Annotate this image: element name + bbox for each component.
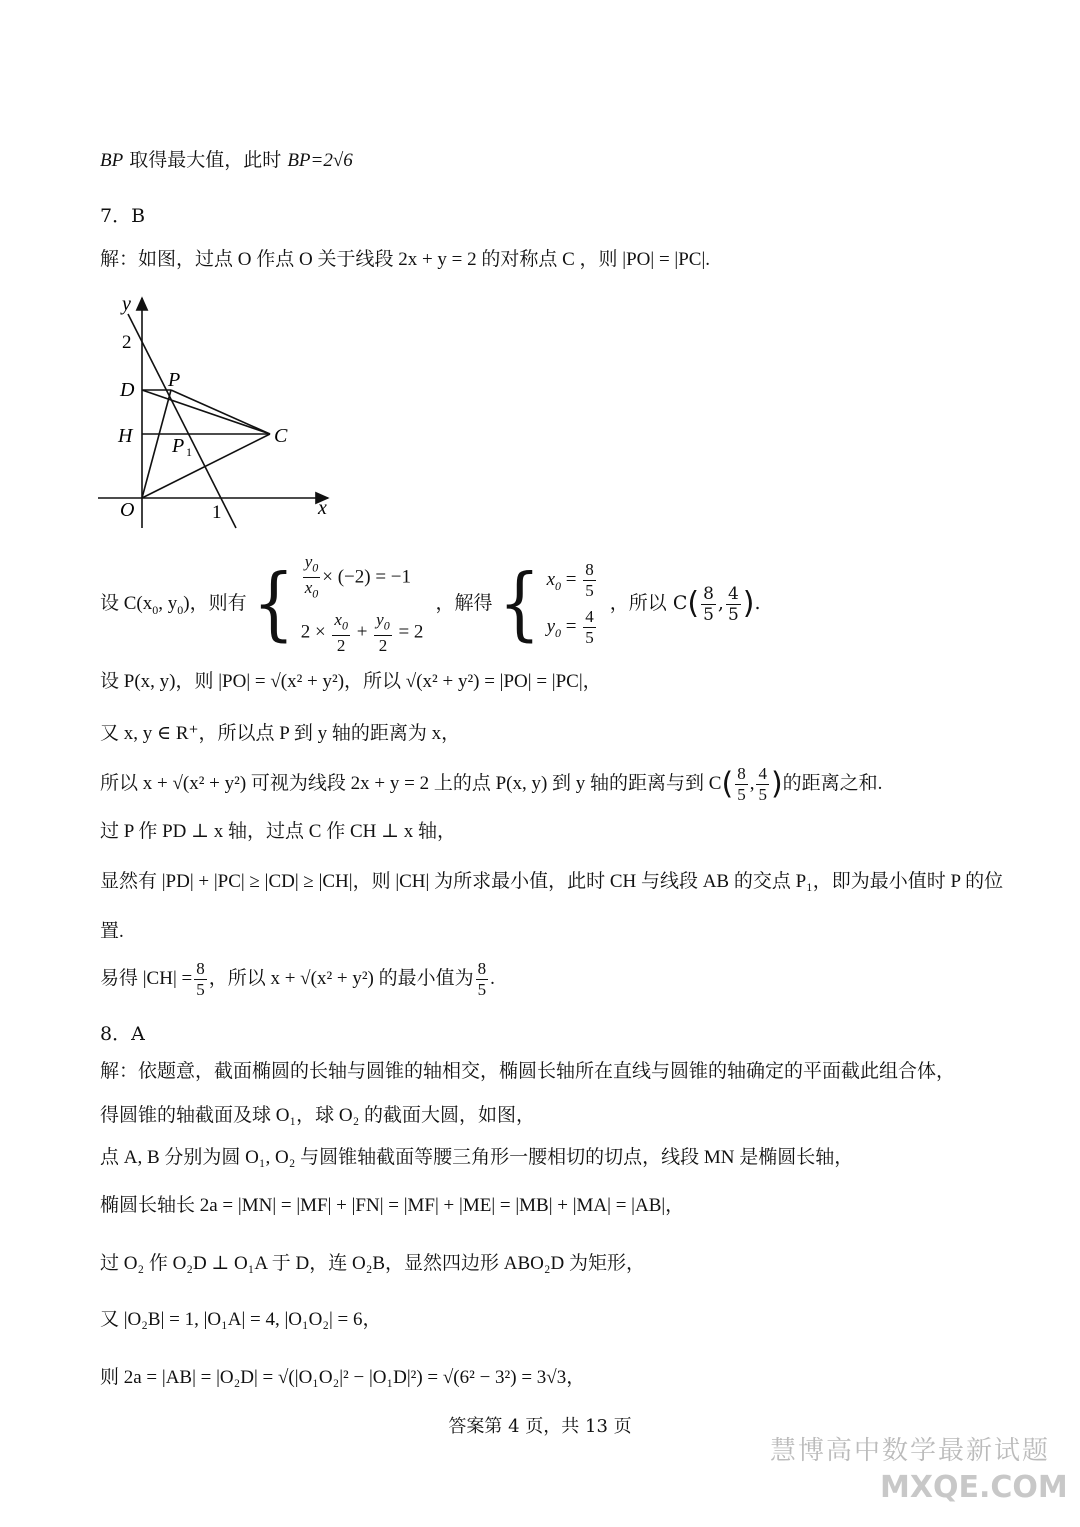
eq2: = 2 [398,621,424,643]
geometry-figure [96,292,336,532]
label-one: 1 [212,502,222,523]
obvious-line: 显然有 |PD| + |PC| ≥ |CD| ≥ |CH|，则 |CH| 为所求最小值，此时 CH 与线段 AB 的交点 P₁，即为最小值时 P 的位 [100,871,1004,892]
line-2x-plus-y-eq-2 [128,314,236,528]
label-P1-sub: 1 [186,445,192,459]
label-H: H [118,425,133,447]
label-two: 2 [122,332,132,353]
bp-text: 取得最大值，此时 [123,149,288,171]
perp-line: 过 P 作 PD ⊥ x 轴，过点 C 作 CH ⊥ x 轴， [100,821,456,842]
easy-line: 易得 |CH| = $\frac{8}{5}$ ，所以 x + √(x² + y²) 的最小值为 $\frac{8}{5}$ . [100,959,495,1000]
easy-prefix: 易得 |CH| = [100,968,193,989]
so-view-end: 的距离之和. [782,773,883,794]
position-line: 置. [100,921,124,942]
q8-line-5: 过 O₂ 作 O₂D ⊥ O₁A 于 D，连 O₂B，显然四边形 ABO₂D 为矩形， [100,1253,645,1274]
question-8-answer: 8．A [100,1023,145,1045]
segment-O-C [142,434,270,498]
y0-num: 4 [585,607,594,627]
solution-system: $x_0$ = $\frac{8}{5}$ $y_0$ = $\frac{4}{5}$ [546,560,594,648]
q8-line-7: 则 2a = |AB| = |O₂D| = √(|O₁O₂|² − |O₁D|²) = √(6² − 3²) = 3√3， [100,1367,586,1388]
label-x: x [318,497,327,519]
eq1: × (−2) = −1 [322,566,411,588]
label-D: D [120,379,135,401]
easy-mid: ，所以 x + √(x² + y²) 的最小值为 [208,968,474,989]
x0-num: 8 [585,560,594,580]
q8-line-2: 得圆锥的轴截面及球 O₁，球 O₂ 的截面大圆，如图， [100,1105,535,1126]
question-7-solution: 解：如图，过点 O 作点 O 关于线段 2x + y = 2 的对称点 C ，则 |PO| = |PC|. [100,249,711,270]
set-c-mid: , y [158,593,178,615]
also-line: 又 x, y ∈ R⁺，所以点 P 到 y 轴的距离为 x， [100,723,461,744]
set-p-line: 设 P(x, y)，则 |PO| = √(x² + y²)，所以 √(x² + y²) = |PO| = |PC|， [100,671,602,692]
line-bp-max [100,146,353,175]
label-y: y [122,293,131,315]
segment-O-P [142,390,171,498]
bp-equation: BP=2√6 [287,150,353,171]
system-brace-2: { [498,557,541,650]
label-C: C [274,425,288,447]
page-footer: 答案第 4 页，共 13 页 [448,1416,632,1437]
so-c-text: ，所以 C [609,592,688,615]
question-7-answer: 7．B [100,205,146,227]
set-c-prefix: 设 C(x [100,593,153,615]
system-brace-1: { [252,557,295,650]
set-c-end: )，则有 [183,593,247,615]
equation-system-1: $\frac{y_0}{x_0}$ × (−2) = −1 2 × $\frac{x_0}{2}$ + $\frac{y_0}{2}$ = 2 [300,552,424,656]
y0-den: 5 [585,628,594,648]
label-O: O [120,499,135,521]
set-c-line: 设 $C(x_0$, $y_0$)，则有 { $\frac{y_0}{x_0}$ × (−2) = −1 2 × $\frac{x_0}{2}$ + $\frac{y_0}{2}$ = 2 ，解得 { $x_0$ = $\frac{8}{5}$ $y_0$ = $\frac{4}{5}$ ，所以 C( $\frac{8}{5}$ , $\frac{4}{5}$ ). [100,552,761,656]
so-view-text: 所以 x + √(x² + y²) 可视为线段 2x + y = 2 上的点 P(x, y) 到 y 轴的距离与到 C [100,773,722,794]
so-view-line: 所以 x + √(x² + y²) 可视为线段 2x + y = 2 上的点 P(x, y) 到 y 轴的距离与到 C( $\frac{8}{5}$ , $\frac{4}{5}$ )的距离之和. [100,764,883,805]
q8-line-4: 椭圆长轴长 2a = |MN| = |MF| + |FN| = |MF| + |ME| = |MB| + |MA| = |AB|， [100,1195,685,1216]
q8-line-6: 又 |O₂B| = 1, |O₁A| = 4, |O₁O₂| = 6， [100,1309,382,1330]
q8-solution: 解：依题意，截面椭圆的长轴与圆锥的轴相交，椭圆长轴所在直线与圆锥的轴确定的平面截此组合体， [100,1061,956,1082]
q8-line-3: 点 A, B 分别为圆 O₁, O₂ 与圆锥轴截面等腰三角形一腰相切的切点，线段 MN 是椭圆长轴， [100,1147,854,1168]
bp-symbol: BP [100,150,124,171]
watermark-text: 慧博高中数学最新试题 [770,1436,1051,1466]
solve-text: ，解得 [435,592,493,615]
label-P: P [168,369,181,391]
x0-den: 5 [585,581,594,601]
watermark-site: MXQE.COM [880,1470,1068,1505]
label-P1: P [172,435,185,457]
